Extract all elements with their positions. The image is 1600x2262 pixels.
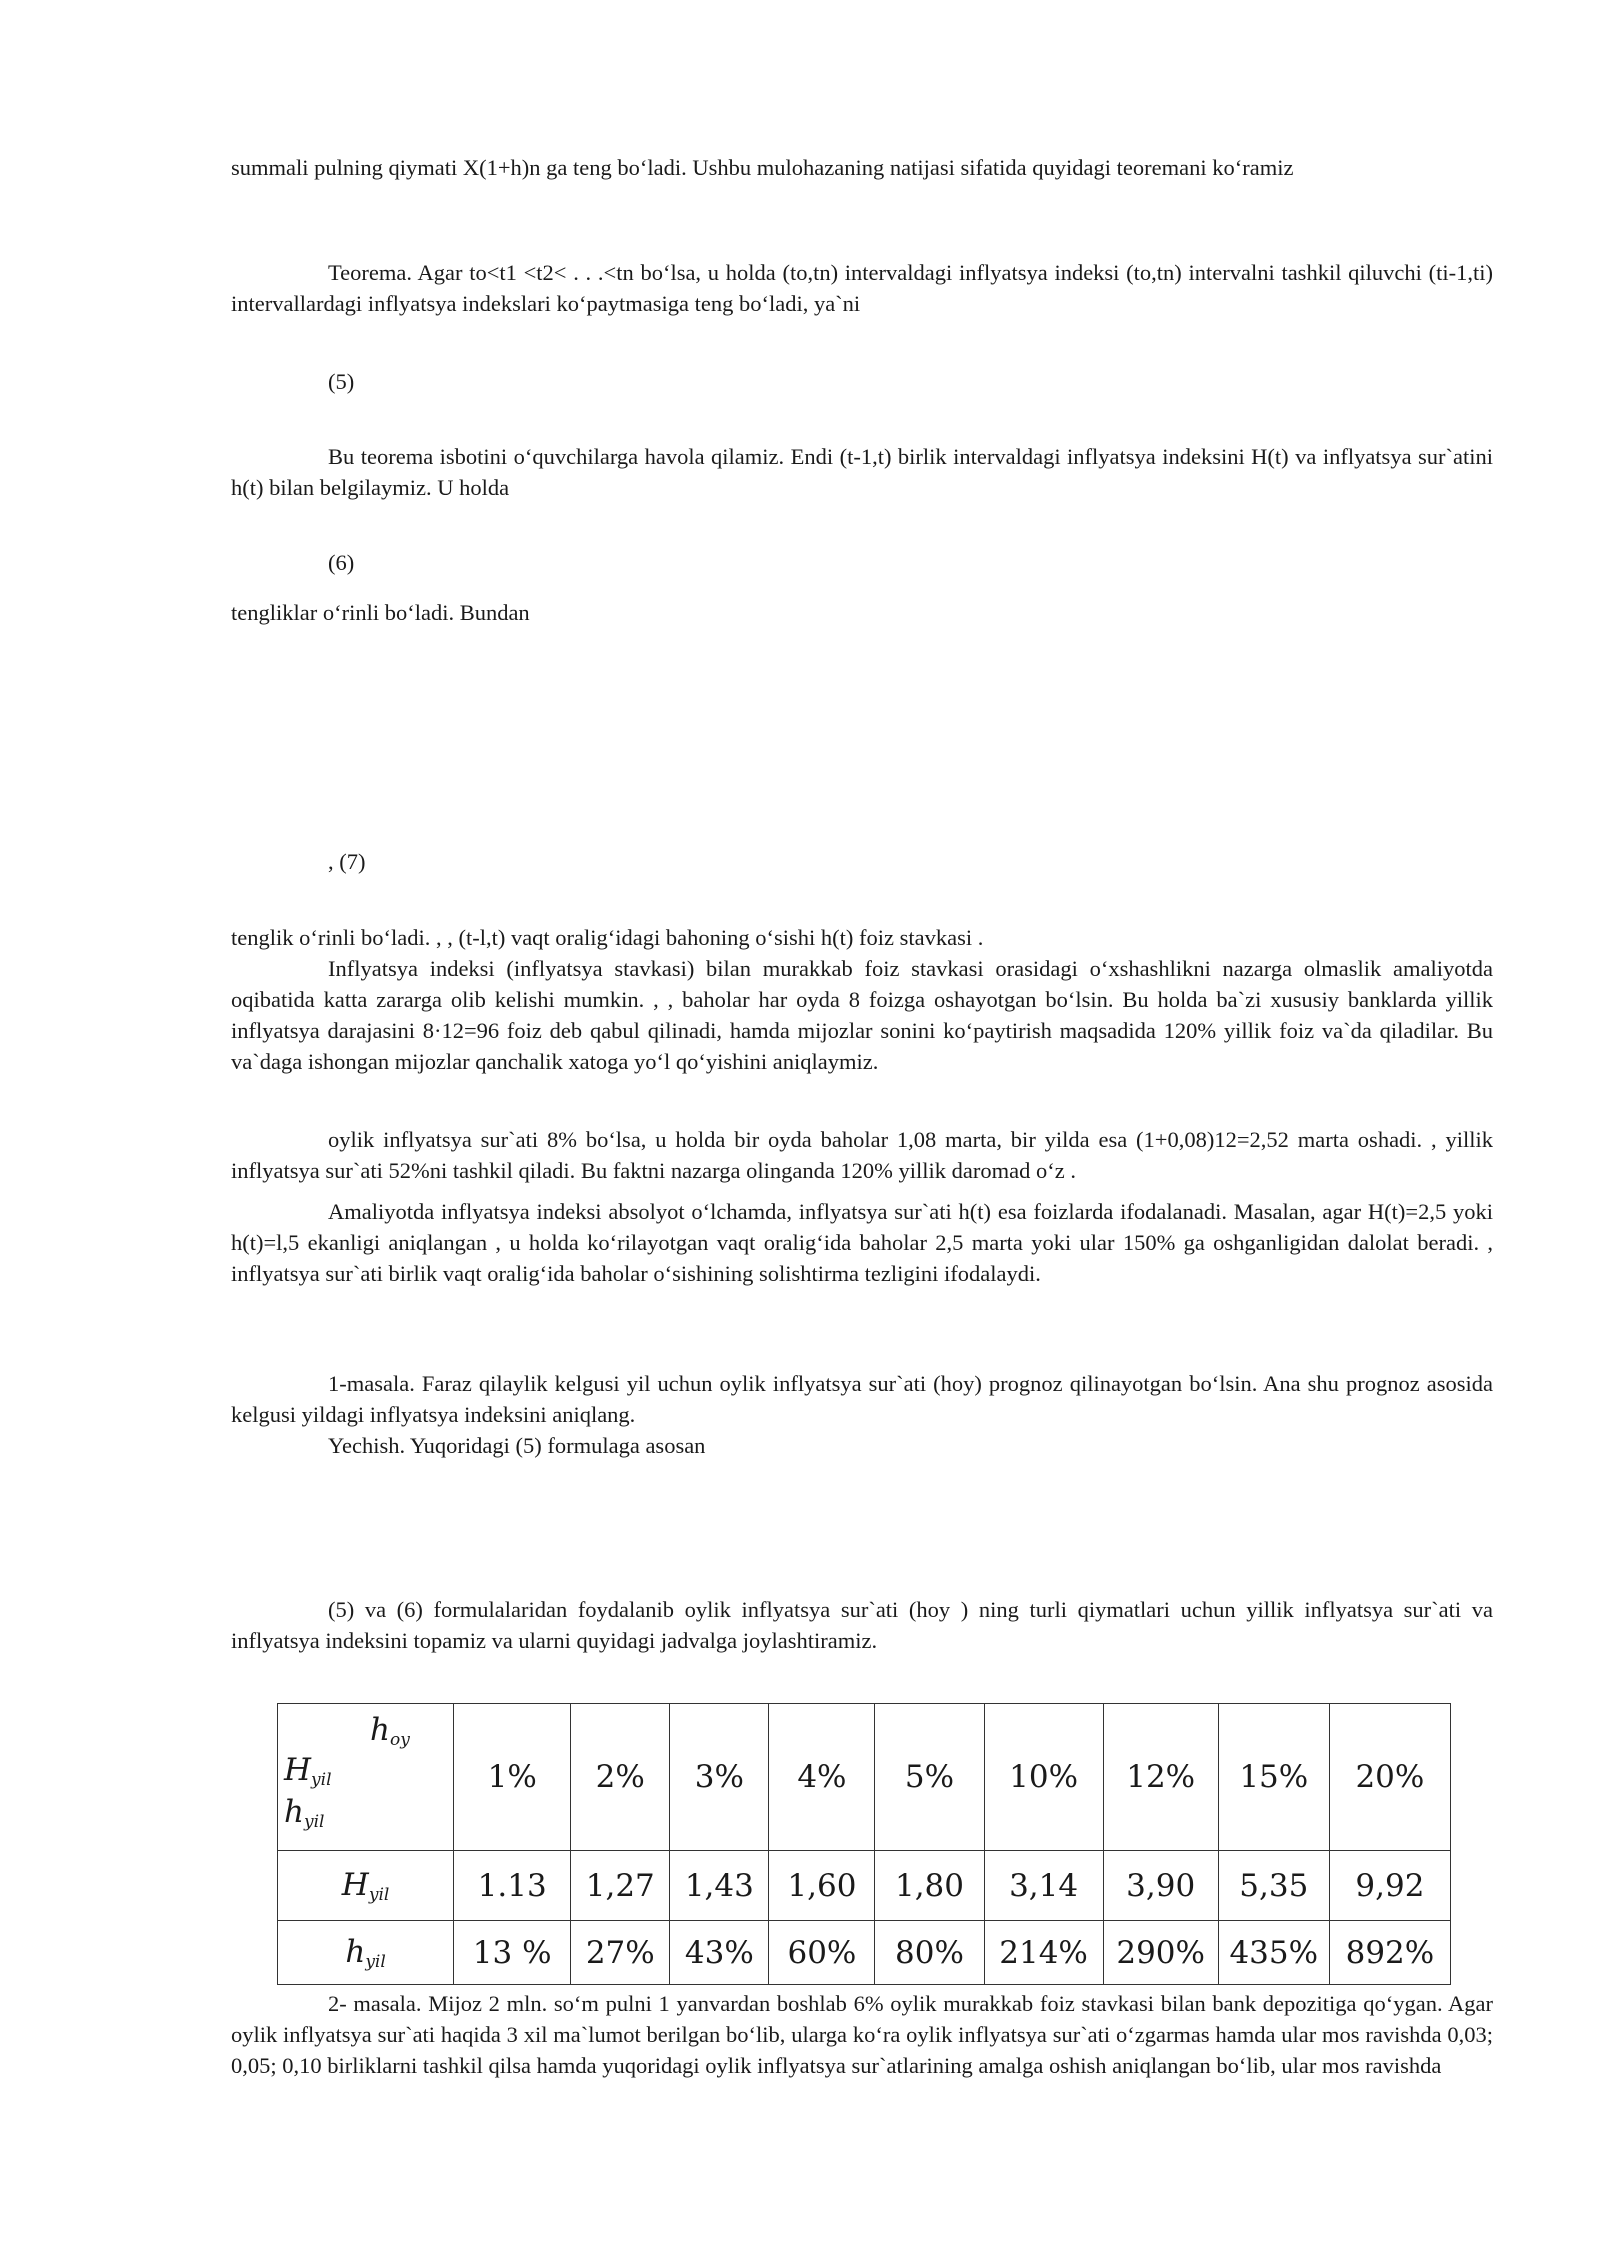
paragraph-practice: Amaliyotda inflyatsya indeksi absolyot oʻlchamda, inflyatsya sur`ati h(t) esa foizlarda ifodalanadi. Masalan, agar H(t)=2,5 yoki h(t)=l,5 ekanligi aniqlangan , u holda koʻrilayotgan vaqt oraligʻida baholar 2,5 marta yoki ular 150% ga oshganligidan dalolat beradi. , inflyatsya sur`ati birlik vaqt oraligʻida baholar oʻsishining solishtirma tezligini ifodalaydi. [231, 1199, 1493, 1286]
paragraph-monthly-rate: oylik inflyatsya sur`ati 8% boʻlsa, u holda bir oyda baholar 1,08 marta, bir yilda esa (1+0,08)12=2,52 marta oshadi. , yillik inflyatsya sur`ati 52%ni tashkil qiladi. Bu faktni nazarga olinganda 120% yillik daromad oʻz . [231, 1127, 1493, 1183]
table-row-h-yil [278, 1921, 1451, 1985]
table-header-row [278, 1704, 1451, 1851]
table-cell: 43% [670, 1921, 769, 1985]
table-cell: 1,27 [571, 1851, 670, 1921]
table-cell: 214% [984, 1921, 1103, 1985]
table-cell: 60% [769, 1921, 875, 1985]
formula-label-5: (5) [328, 369, 355, 394]
table-header-cell: 2% [571, 1704, 670, 1851]
row-label-h-yil: $h_{yil}$ [278, 1921, 454, 1985]
table-cell: 3,14 [984, 1851, 1103, 1921]
paragraph-problem-1: 1-masala. Faraz qilaylik kelgusi yil uchun oylik inflyatsya sur`ati (hoy) prognoz qilinayotgan boʻlsin. Ana shu prognoz asosida kelgusi yildagi inflyatsya indeksini aniqlang. [231, 1371, 1493, 1427]
table-cell: 5,35 [1218, 1851, 1329, 1921]
paragraph-equalities: tengliklar oʻrinli boʻladi. Bundan [231, 600, 530, 625]
table-cell: 1,43 [670, 1851, 769, 1921]
corner-h-yil: $h_{yil}$ [284, 1794, 325, 1832]
corner-h-oy: $h_{oy}$ [370, 1712, 410, 1750]
table-cell: 1,80 [875, 1851, 984, 1921]
inflation-table [277, 1703, 1451, 1985]
paragraph-theorem-proof: Bu teorema isbotini oʻquvchilarga havola qilamiz. Endi (t-1,t) birlik intervaldagi inflyatsya indeksini H(t) va inflyatsya sur`atini h(t) bilan belgilaymiz. U holda [231, 444, 1493, 500]
table-header-cell: 1% [454, 1704, 571, 1851]
table-cell: 435% [1218, 1921, 1329, 1985]
paragraph-problem-2: 2- masala. Mijoz 2 mln. soʻm pulni 1 yanvardan boshlab 6% oylik murakkab foiz stavkasi bilan bank depozitiga qoʻygan. Agar oylik inflyatsya sur`ati haqida 3 xil ma`lumot berilgan boʻlib, ularga koʻra oylik inflyatsya sur`ati oʻzgarmas hamda ular mos ravishda 0,03; 0,05; 0,10 birliklarni tashkil qilsa hamda yuqoridagi oylik inflyatsya sur`atlarining amalga oshish aniqlangan boʻlib, ular mos ravishda [231, 1991, 1493, 2078]
table-header-cell: 20% [1329, 1704, 1450, 1851]
formula-label-6: (6) [328, 550, 355, 575]
table-header-cell: 4% [769, 1704, 875, 1851]
table-cell: 13 % [454, 1921, 571, 1985]
corner-H-yil: $H_{yil}$ [284, 1752, 332, 1790]
table-header-cell: 5% [875, 1704, 984, 1851]
paragraph-table-intro: (5) va (6) formulalaridan foydalanib oylik inflyatsya sur`ati (hoy ) ning turli qiymatlari uchun yillik inflyatsya sur`ati va inflyatsya indeksini topamiz va ularni quyidagi jadvalga joylashtiramiz. [231, 1597, 1493, 1653]
table-cell: 892% [1329, 1921, 1450, 1985]
formula-label-7: , (7) [328, 849, 366, 874]
table-cell: 80% [875, 1921, 984, 1985]
paragraph-inflation-index: Inflyatsya indeksi (inflyatsya stavkasi) bilan murakkab foiz stavkasi orasidagi oʻxshashlikni nazarga olmaslik amaliyotda oqibatida katta zararga olib kelishi mumkin. , , baholar har oyda 8 foizga oshayotgan boʻlsin. Bu holda ba`zi xususiy banklarda yillik inflyatsya darajasini 8·12=96 foiz deb qabul qilinadi, hamda mijozlar sonini koʻpaytirish maqsadida 120% yillik foiz va`da qiladilar. Bu va`daga ishongan mijozlar qanchalik xatoga yoʻl qoʻyishini aniqlaymiz. [231, 956, 1493, 1074]
paragraph-equality-holds: tenglik oʻrinli boʻladi. , , (t-l,t) vaqt oraligʻidagi bahoning oʻsishi h(t) foiz stavkasi . [231, 925, 984, 950]
table-cell: 3,90 [1103, 1851, 1218, 1921]
paragraph-intro: summali pulning qiymati X(1+h)n ga teng boʻladi. Ushbu mulohazaning natijasi sifatida quyidagi teoremani koʻramiz [231, 155, 1294, 180]
table-header-cell: 10% [984, 1704, 1103, 1851]
table-header-cell: 15% [1218, 1704, 1329, 1851]
table-header-cell: 3% [670, 1704, 769, 1851]
table-cell: 27% [571, 1921, 670, 1985]
table-cell: 290% [1103, 1921, 1218, 1985]
table-cell: 9,92 [1329, 1851, 1450, 1921]
paragraph-theorem: Teorema. Agar to<t1 <t2< . . .<tn boʻlsa, u holda (to,tn) intervaldagi inflyatsya indeksi (to,tn) intervalni tashkil qiluvchi (ti-1,ti) intervallardagi inflyatsya indekslari koʻpaytmasiga teng boʻladi, ya`ni [231, 260, 1493, 316]
row-label-H-yil: $H_{yil}$ [278, 1851, 454, 1921]
table-row-H-yil [278, 1851, 1451, 1921]
table-cell: 1,60 [769, 1851, 875, 1921]
table-corner-cell [278, 1704, 454, 1851]
paragraph-solution: Yechish. Yuqoridagi (5) formulaga asosan [328, 1433, 706, 1458]
table-cell: 1.13 [454, 1851, 571, 1921]
table-header-cell: 12% [1103, 1704, 1218, 1851]
